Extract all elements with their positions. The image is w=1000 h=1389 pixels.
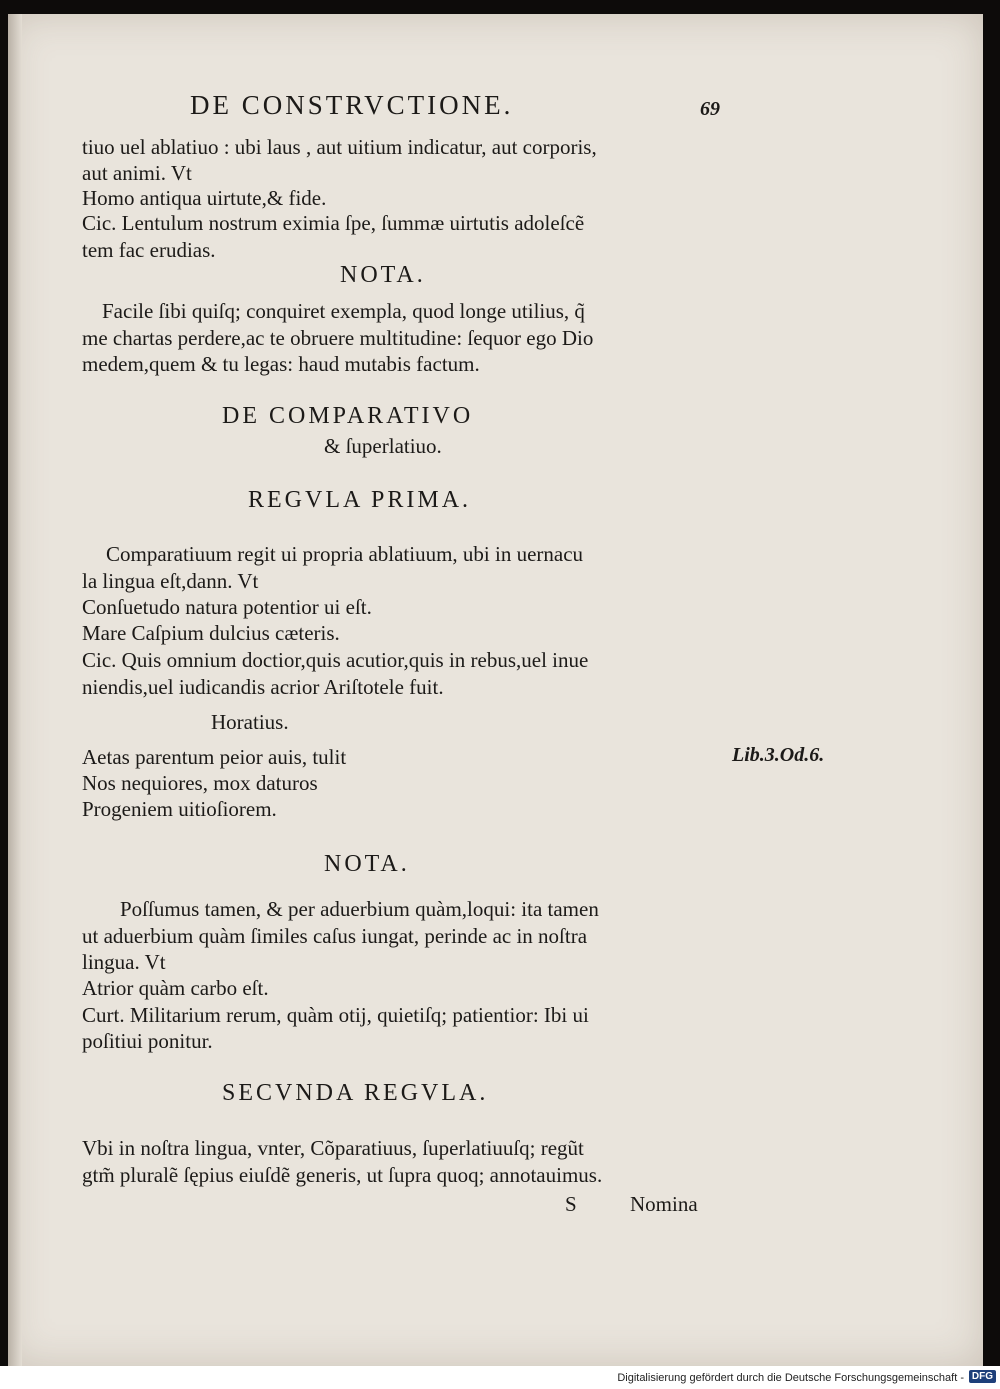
text-line: Cic. Lentulum nostrum eximia ſpe, ſummæ uirtutis adoleſcẽ xyxy=(82,211,585,235)
verse-line: Aetas parentum peior auis, tulit xyxy=(82,745,347,769)
text-line: me chartas perdere,ac te obruere multitudine: ſequor ego Dio xyxy=(82,326,594,350)
verse-line: Progeniem uitioſiorem. xyxy=(82,797,277,821)
text-line: Cic. Quis omnium doctior,quis acutior,quis in rebus,uel inue xyxy=(82,648,589,672)
dfg-logo: DFG xyxy=(969,1370,996,1383)
heading-regula-prima: REGVLA PRIMA. xyxy=(248,487,472,513)
author-attribution: Horatius. xyxy=(211,710,289,734)
book-page xyxy=(8,14,983,1366)
heading-de-comparativo: DE COMPARATIVO xyxy=(222,403,474,429)
heading-nota: NOTA. xyxy=(340,262,426,288)
text-line: tem fac erudias. xyxy=(82,238,216,262)
text-line: Conſuetudo natura potentior ui eſt. xyxy=(82,595,372,619)
heading-secunda-regula: SECVNDA REGVLA. xyxy=(222,1080,489,1106)
signature-mark: S xyxy=(565,1192,577,1216)
funding-credit: Digitalisierung gefördert durch die Deutsche Forschungsgemeinschaft - xyxy=(617,1372,964,1384)
verse-line: Nos nequiores, mox daturos xyxy=(82,771,318,795)
catchword: Nomina xyxy=(630,1192,698,1216)
text-line: Poſſumus tamen, & per aduerbium quàm,loqui: ita tamen xyxy=(120,897,599,921)
page-spine xyxy=(8,14,22,1366)
text-line: Vbi in noſtra lingua, vnter, Cõparatiuus, ſuperlatiuuſq; regũt xyxy=(82,1136,584,1160)
subheading-superlativo: & ſuperlatiuo. xyxy=(324,434,442,458)
text-line: medem,quem & tu legas: haud mutabis factum. xyxy=(82,352,480,376)
text-line: Mare Caſpium dulcius cæteris. xyxy=(82,621,340,645)
text-line: gtm̃ pluralẽ ſępius eiuſdẽ generis, ut ſupra quoq; annotauimus. xyxy=(82,1163,603,1187)
text-line: aut animi. Vt xyxy=(82,161,192,185)
footer-bar xyxy=(0,1366,1000,1389)
text-line: lingua. Vt xyxy=(82,950,166,974)
text-line: Facile ſibi quiſq; conquiret exempla, quod longe utilius, q̃ xyxy=(102,299,585,323)
text-line: niendis,uel iudicandis acrior Ariſtotele fuit. xyxy=(82,675,444,699)
text-line: Comparatiuum regit ui propria ablatiuum, ubi in uernacu xyxy=(106,542,584,566)
marginal-note: Lib.3.Od.6. xyxy=(732,744,825,766)
text-line: Curt. Militarium rerum, quàm otij, quietiſq; patientior: Ibi ui xyxy=(82,1003,589,1027)
text-line: la lingua eſt,dann. Vt xyxy=(82,569,259,593)
running-head: DE CONSTRVCTIONE. xyxy=(190,90,514,120)
heading-nota: NOTA. xyxy=(324,851,410,877)
text-line: ut aduerbium quàm ſimiles caſus iungat, perinde ac in noſtra xyxy=(82,924,588,948)
text-line: tiuo uel ablatiuo : ubi laus , aut uitium indicatur, aut corporis, xyxy=(82,135,597,159)
text-line: Atrior quàm carbo eſt. xyxy=(82,976,269,1000)
text-line: poſitiui ponitur. xyxy=(82,1029,213,1053)
folio-number: 69 xyxy=(700,98,720,120)
text-line: Homo antiqua uirtute,& fide. xyxy=(82,186,327,210)
